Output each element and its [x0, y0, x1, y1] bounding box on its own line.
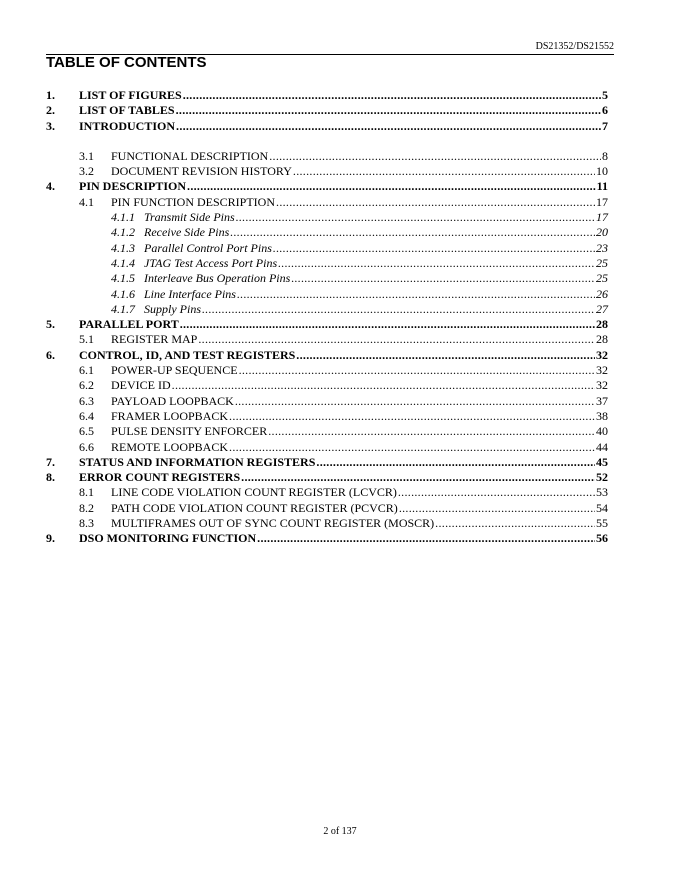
toc-entry[interactable] [46, 225, 608, 240]
dot-leader [230, 225, 595, 240]
toc-entry-title: Transmit Side Pins [144, 210, 235, 225]
toc-entry-number: 6.6 [79, 439, 94, 454]
dot-leader [257, 531, 595, 546]
toc-entry-page: 17 [596, 194, 608, 209]
toc-entry-title: POWER-UP SEQUENCE [111, 363, 238, 378]
dot-leader [236, 210, 595, 225]
toc-entry-number: 4.1.7 [111, 301, 135, 316]
dot-leader [296, 348, 595, 363]
toc-entry-number: 4. [46, 179, 55, 194]
toc-entry[interactable] [46, 378, 608, 393]
toc-entry[interactable] [46, 363, 608, 378]
toc-entry[interactable] [46, 317, 608, 332]
toc-entry-title: LIST OF FIGURES [79, 88, 182, 102]
toc-entry[interactable] [46, 103, 608, 118]
toc-entry-page: 52 [596, 470, 608, 485]
toc-entry-page: 20 [596, 225, 608, 240]
toc-entry-page: 40 [596, 424, 608, 439]
toc-entry-title: Receive Side Pins [144, 225, 230, 240]
toc-entry[interactable] [46, 88, 608, 103]
toc-entry-title: MULTIFRAMES OUT OF SYNC COUNT REGISTER (MOSCR) [111, 516, 435, 531]
toc-entry[interactable] [46, 302, 608, 317]
toc-entry-number: 4.1.4 [111, 255, 135, 270]
toc-entry-number: 6.4 [79, 408, 94, 423]
toc-entry-title: Line Interface Pins [144, 286, 236, 301]
toc-entry-title: INTRODUCTION [79, 118, 176, 133]
toc-entry-number: 5.1 [79, 332, 94, 347]
toc-entry-number: 6.5 [79, 424, 94, 439]
toc-entry[interactable] [46, 516, 608, 531]
toc-entry-number: 4.1.3 [111, 240, 135, 255]
toc-entry[interactable] [46, 424, 608, 439]
toc-entry-page: 28 [596, 317, 608, 332]
toc-entry-title: FUNCTIONAL DESCRIPTION [111, 148, 269, 163]
toc-entry-page: 25 [596, 255, 608, 270]
toc-entry-title: PARALLEL PORT [79, 317, 179, 332]
toc-entry-title: Interleave Bus Operation Pins [144, 271, 291, 286]
toc-entry[interactable] [46, 241, 608, 256]
toc-entry-title: FRAMER LOOPBACK [111, 408, 229, 423]
toc-entry[interactable] [46, 455, 608, 470]
toc-entry-page: 6 [602, 103, 608, 118]
toc-entry-page: 32 [596, 347, 608, 362]
dot-leader [176, 119, 601, 134]
dot-leader [229, 440, 595, 455]
dot-leader [235, 394, 595, 409]
toc-entry-page: 55 [596, 516, 608, 531]
toc-entry-title: STATUS AND INFORMATION REGISTERS [79, 454, 316, 469]
toc-entry-number: 3.1 [79, 148, 94, 163]
dot-leader [176, 103, 601, 118]
toc-entry[interactable] [46, 332, 608, 347]
toc-entry[interactable] [46, 470, 608, 485]
toc-entry[interactable] [46, 256, 608, 271]
toc-entry-number: 3. [46, 118, 55, 133]
toc-entry-title: PATH CODE VIOLATION COUNT REGISTER (PCVCR) [111, 500, 398, 515]
toc-entry-title: DEVICE ID [111, 378, 171, 393]
toc-entry-page: 7 [602, 118, 608, 133]
toc-entry-number: 3.2 [79, 164, 94, 179]
toc-entry-page: 5 [602, 88, 608, 102]
toc-entry[interactable] [46, 210, 608, 225]
toc-entry[interactable] [46, 119, 608, 134]
toc-entry[interactable] [46, 440, 608, 455]
toc-entry-title: PIN FUNCTION DESCRIPTION [111, 194, 276, 209]
toc-entry-title: PIN DESCRIPTION [79, 179, 187, 194]
dot-leader [316, 455, 595, 470]
toc-entry-page: 8 [602, 148, 608, 163]
toc-entry[interactable] [46, 195, 608, 210]
toc-entry-page: 10 [596, 164, 608, 179]
dot-leader [241, 470, 595, 485]
toc-entry[interactable] [46, 164, 608, 179]
toc-entry-title: ERROR COUNT REGISTERS [79, 470, 241, 485]
toc-entry-page: 45 [596, 454, 608, 469]
toc-entry[interactable] [46, 348, 608, 363]
toc-entry-number: 4.1.5 [111, 271, 135, 286]
toc-entry-page: 56 [596, 531, 608, 546]
toc-entry-page: 38 [596, 408, 608, 423]
toc-entry-page: 32 [596, 363, 608, 378]
dot-leader [202, 302, 595, 317]
table-of-contents [46, 88, 608, 547]
toc-entry-page: 53 [596, 485, 608, 500]
toc-entry-page: 27 [596, 301, 608, 316]
dot-leader [183, 88, 601, 103]
toc-entry-page: 54 [596, 500, 608, 515]
toc-entry-number: 8.3 [79, 516, 94, 531]
toc-entry-page: 26 [596, 286, 608, 301]
toc-entry-number: 8.1 [79, 485, 94, 500]
dot-leader [276, 195, 595, 210]
toc-entry-title: Supply Pins [144, 301, 201, 316]
toc-entry-number: 6. [46, 347, 55, 362]
toc-entry-page: 25 [596, 271, 608, 286]
dot-leader [237, 287, 595, 302]
dot-leader [187, 179, 596, 194]
toc-entry-title: JTAG Test Access Port Pins [144, 255, 278, 270]
toc-entry-page: 17 [596, 210, 608, 225]
dot-leader [435, 516, 595, 531]
toc-entry-number: 8. [46, 470, 55, 485]
toc-entry[interactable] [46, 394, 608, 409]
page-header: DS21352/DS21552 [535, 41, 614, 52]
page-title: TABLE OF CONTENTS [46, 54, 207, 71]
toc-entry-title: Parallel Control Port Pins [144, 240, 272, 255]
toc-entry-number: 6.2 [79, 378, 94, 393]
page-footer: 2 of 137 [323, 826, 357, 837]
toc-entry[interactable] [46, 149, 608, 164]
toc-entry-page: 44 [596, 439, 608, 454]
toc-entry[interactable] [46, 409, 608, 424]
toc-entry-number: 7. [46, 454, 55, 469]
toc-entry-number: 5. [46, 317, 55, 332]
toc-entry-title: LIST OF TABLES [79, 103, 175, 118]
dot-leader [180, 317, 595, 332]
dot-leader [398, 485, 595, 500]
toc-entry-number: 4.1 [79, 194, 94, 209]
toc-entry-page: 28 [596, 332, 608, 347]
toc-entry[interactable] [46, 287, 608, 302]
toc-entry-page: 32 [596, 378, 608, 393]
toc-entry-number: 4.1.2 [111, 225, 135, 240]
toc-entry-title: DSO MONITORING FUNCTION [79, 531, 257, 546]
toc-entry-title: PAYLOAD LOOPBACK [111, 393, 234, 408]
dot-leader [268, 424, 595, 439]
dot-leader [172, 378, 595, 393]
dot-leader [291, 271, 595, 286]
dot-leader [399, 501, 595, 516]
toc-entry-title: REGISTER MAP [111, 332, 198, 347]
dot-leader [278, 256, 595, 271]
dot-leader [273, 241, 595, 256]
toc-entry-number: 2. [46, 103, 55, 118]
toc-entry-page: 37 [596, 393, 608, 408]
dot-leader [293, 164, 595, 179]
toc-entry[interactable] [46, 531, 608, 546]
toc-entry-page: 23 [596, 240, 608, 255]
toc-entry-number: 8.2 [79, 500, 94, 515]
toc-entry-number: 4.1.6 [111, 286, 135, 301]
toc-entry[interactable] [46, 501, 608, 516]
toc-entry-number: 6.3 [79, 393, 94, 408]
toc-entry-number: 9. [46, 531, 55, 546]
toc-entry[interactable] [46, 271, 608, 286]
toc-entry[interactable] [46, 485, 608, 500]
dot-leader [239, 363, 595, 378]
toc-entry-page: 11 [596, 179, 608, 194]
toc-entry-number: 4.1.1 [111, 210, 135, 225]
dot-leader [229, 409, 595, 424]
toc-entry-number: 1. [46, 88, 55, 102]
dot-leader [269, 149, 601, 164]
toc-entry-title: PULSE DENSITY ENFORCER [111, 424, 268, 439]
toc-entry-title: LINE CODE VIOLATION COUNT REGISTER (LCVCR) [111, 485, 397, 500]
dot-leader [198, 332, 595, 347]
toc-entry-title: DOCUMENT REVISION HISTORY [111, 164, 292, 179]
toc-entry[interactable] [46, 179, 608, 194]
toc-entry-title: REMOTE LOOPBACK [111, 439, 229, 454]
toc-entry-number: 6.1 [79, 363, 94, 378]
toc-entry-title: CONTROL, ID, AND TEST REGISTERS [79, 347, 296, 362]
